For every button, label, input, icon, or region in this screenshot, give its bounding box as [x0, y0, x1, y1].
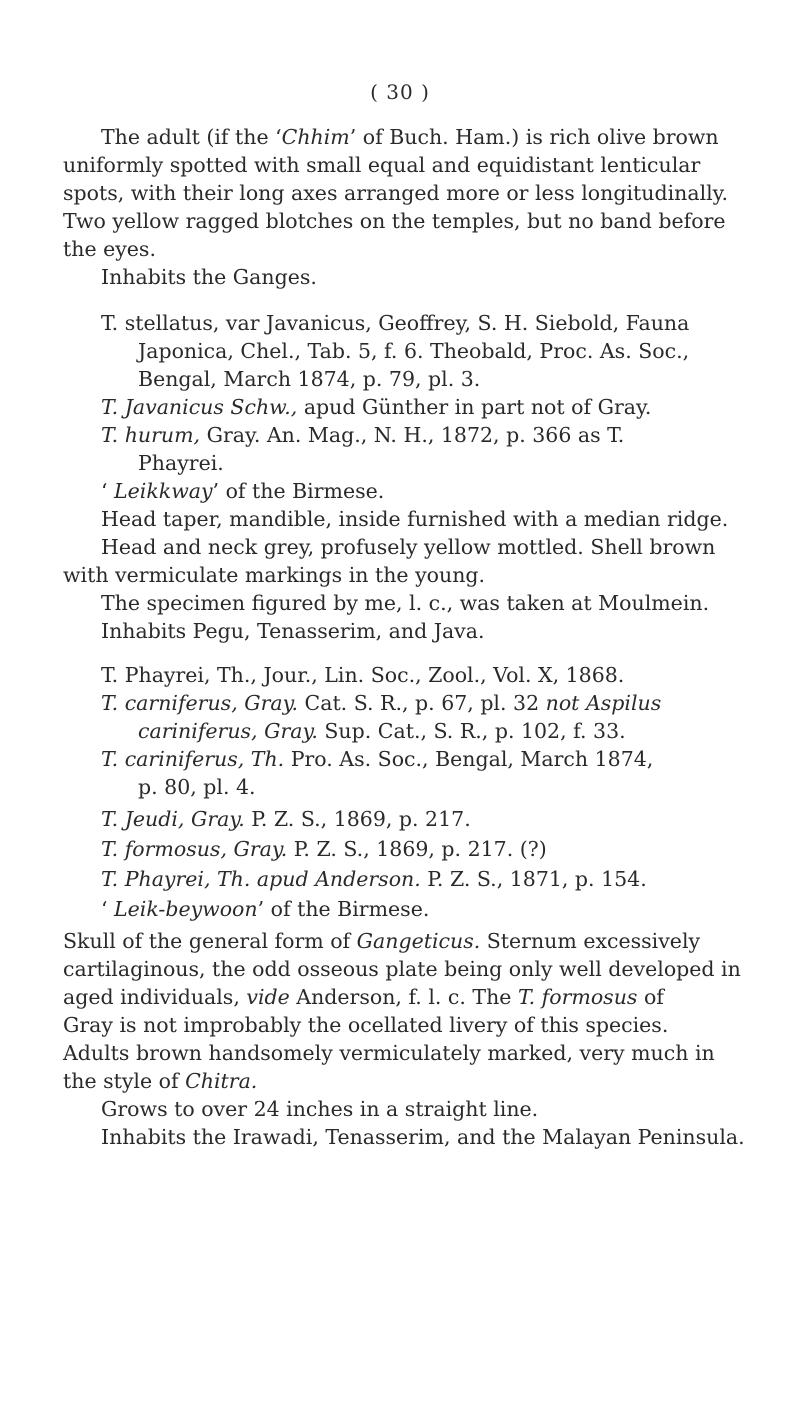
text-line: with vermiculate markings in the young.	[63, 563, 486, 587]
text-line: The specimen figured by me, l. c., was taken at Moulmein.	[101, 591, 710, 615]
text-line: T. formosus, Gray. P. Z. S., 1869, p. 217. (?)	[101, 837, 547, 861]
text-line: Skull of the general form of Gangeticus. Sternum excessively	[63, 929, 701, 953]
text-line: T. Jeudi, Gray. P. Z. S., 1869, p. 217.	[101, 807, 471, 831]
text-line: the style of Chitra.	[63, 1069, 258, 1093]
text-line: Gray is not improbably the ocellated livery of this species.	[63, 1013, 669, 1037]
text-line: ‘ Leik-beywoon’ of the Birmese.	[101, 897, 430, 921]
text-line: T. Javanicus Schw., apud Günther in part not of Gray.	[101, 395, 652, 419]
text-line: the eyes.	[63, 237, 156, 261]
text-line: Japonica, Chel., Tab. 5, f. 6. Theobald, Proc. As. Soc.,	[138, 339, 690, 363]
text-line: Bengal, March 1874, p. 79, pl. 3.	[138, 367, 481, 391]
text-line: T. hurum, Gray. An. Mag., N. H., 1872, p. 366 as T.	[101, 423, 625, 447]
text-line: p. 80, pl. 4.	[138, 775, 256, 799]
text-line: Head taper, mandible, inside furnished with a median ridge.	[101, 507, 729, 531]
text-line: cartilaginous, the odd osseous plate being only well developed in	[63, 957, 741, 981]
text-line: The adult (if the ‘Chhim’ of Buch. Ham.) is rich olive brown	[101, 125, 719, 149]
text-line: Adults brown handsomely vermiculately marked, very much in	[63, 1041, 715, 1065]
text-line: uniformly spotted with small equal and equidistant lenticular	[63, 153, 701, 177]
text-line: Inhabits Pegu, Tenasserim, and Java.	[101, 619, 485, 643]
text-line: Inhabits the Ganges.	[101, 265, 317, 289]
text-line: ‘ Leikkway’ of the Birmese.	[101, 479, 385, 503]
text-line: Inhabits the Irawadi, Tenasserim, and the Malayan Peninsula.	[101, 1125, 745, 1149]
text-line: Phayrei.	[138, 451, 224, 475]
page-number: ( 30 )	[370, 80, 430, 104]
text-line: cariniferus, Gray. Sup. Cat., S. R., p. 102, f. 33.	[138, 719, 626, 743]
text-line: T. cariniferus, Th. Pro. As. Soc., Bengal, March 1874,	[101, 747, 654, 771]
text-line: T. stellatus, var Javanicus, Geoffrey, S. H. Siebold, Fauna	[101, 311, 690, 335]
text-line: T. Phayrei, Th., Jour., Lin. Soc., Zool., Vol. X, 1868.	[101, 663, 625, 687]
text-line: aged individuals, vide Anderson, f. l. c. The T. formosus of	[63, 985, 664, 1009]
text-line: T. carniferus, Gray. Cat. S. R., p. 67, pl. 32 not Aspilus	[101, 691, 662, 715]
text-line: Two yellow ragged blotches on the temples, but no band before	[63, 209, 726, 233]
text-line: spots, with their long axes arranged more or less longitudinally.	[63, 181, 729, 205]
text-line: T. Phayrei, Th. apud Anderson. P. Z. S., 1871, p. 154.	[101, 867, 647, 891]
text-line: Grows to over 24 inches in a straight line.	[101, 1097, 539, 1121]
text-line: Head and neck grey, profusely yellow mottled. Shell brown	[101, 535, 716, 559]
